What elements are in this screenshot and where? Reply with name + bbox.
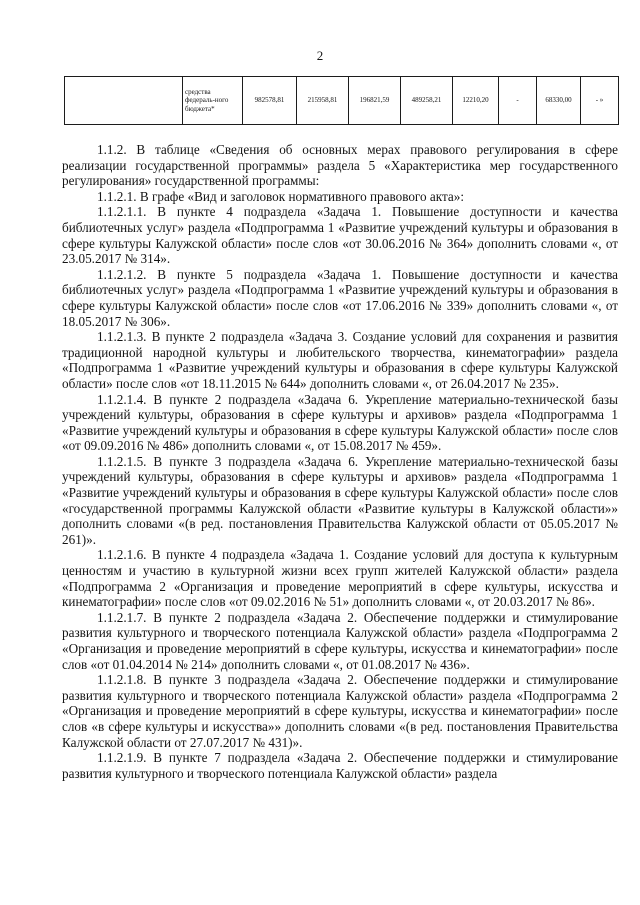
- page-number: 2: [316, 48, 324, 63]
- paragraph: 1.1.2. В таблице «Сведения об основных мерах правового регулирования в сфере реализации государственной программы» раздела 5 «Характеристика мер государственного регулирования» государственной программы:: [62, 142, 618, 189]
- paragraph: 1.1.2.1.8. В пункте 3 подраздела «Задача 2. Обеспечение поддержки и стимулирование развития культурного и творческого потенциала Калужской области» раздела «Подпрограмма 2 «Организация и проведение мероприятий в сфере культуры, искусства и кинематографии» после слов «в сфере культуры и искусства»» дополнить словами «(в ред. постановления Правительства Калужской области от 27.07.2017 № 431)».: [62, 672, 618, 750]
- table-cell-value: - »: [581, 77, 619, 125]
- table-cell-value: 489258,21: [401, 77, 453, 125]
- paragraph: 1.1.2.1.3. В пункте 2 подраздела «Задача 3. Создание условий для сохранения и развития традиционной народной культуры и любительского творчества, кинематографии» раздела «Подпрограмма 1 «Развитие учреждений культуры и образования в сфере культуры Калужской области» после слов «от 18.11.2015 № 644» дополнить словами «, от 26.04.2017 № 235».: [62, 329, 618, 391]
- funding-table-fragment: [64, 76, 619, 125]
- paragraph: 1.1.2.1.5. В пункте 3 подраздела «Задача 6. Укрепление материально-технической базы учреждений культуры, образования в сфере культуры и архивов» раздела «Подпрограмма 1 «Развитие учреждений культуры и образования в сфере культуры Калужской области» после слов «государственной программы Калужской области «Развитие культуры в Калужской области»» дополнить словами «(в ред. постановления Правительства Калужской области от 05.05.2017 № 261)».: [62, 453, 618, 547]
- paragraph: 1.1.2.1.7. В пункте 2 подраздела «Задача 2. Обеспечение поддержки и стимулирование развития культурного и творческого потенциала Калужской области» раздела «Подпрограмма 2 «Организация и проведение мероприятий в сфере культуры, искусства и кинематографии» после слов «от 01.04.2014 № 214» дополнить словами «, от 01.08.2017 № 436».: [62, 609, 618, 672]
- paragraph: 1.1.2.1.9. В пункте 7 подраздела «Задача 2. Обеспечение поддержки и стимулирование развития культурного и творческого потенциала Калужской области» раздела: [62, 750, 618, 781]
- paragraph: 1.1.2.1.1. В пункте 4 подраздела «Задача 1. Повышение доступности и качества библиотечных услуг» раздела «Подпрограмма 1 «Развитие учреждений культуры и образования в сфере культуры Калужской области» после слов «от 30.06.2016 № 364» дополнить словами «, от 23.05.2017 № 314».: [62, 204, 618, 267]
- table-cell-total: 982578,81: [243, 77, 297, 125]
- table-cell-source: средства федераль-ного бюджета*: [183, 77, 243, 125]
- table-cell-value: 196821,59: [349, 77, 401, 125]
- paragraph: 1.1.2.1.4. В пункте 2 подраздела «Задача 6. Укрепление материально-технической базы учреждений культуры, образования в сфере культуры и архивов» раздела «Подпрограмма 1 «Развитие учреждений культуры и образования в сфере культуры Калужской области» после слов «от 09.09.2016 № 486» дополнить словами «, от 15.08.2017 № 459».: [62, 391, 618, 454]
- table-cell-empty: [65, 77, 183, 125]
- paragraph: 1.1.2.1.6. В пункте 4 подраздела «Задача 1. Создание условий для доступа к культурным ценностям и участию в культурной жизни всех групп жителей Калужской области» раздела «Подпрограмма 2 «Организация и проведение мероприятий в сфере культуры, искусства и кинематографии» после слов «от 09.02.2016 № 51» дополнить словами «, от 20.03.2017 № 86».: [62, 547, 618, 610]
- paragraph: 1.1.2.1. В графе «Вид и заголовок нормативного правового акта»:: [97, 188, 465, 204]
- table-cell-value: 68330,00: [537, 77, 581, 125]
- paragraph: 1.1.2.1.2. В пункте 5 подраздела «Задача 1. Повышение доступности и качества библиотечных услуг» раздела «Подпрограмма 1 «Развитие учреждений культуры и образования в сфере культуры Калужской области» после слов «от 17.06.2016 № 339» дополнить словами «, от 18.05.2017 № 306».: [62, 266, 618, 329]
- document-body: [62, 142, 618, 781]
- table-row: [65, 77, 619, 125]
- table-cell-value: 215958,81: [297, 77, 349, 125]
- table-cell-value: -: [499, 77, 537, 125]
- table-cell-value: 12210,20: [453, 77, 499, 125]
